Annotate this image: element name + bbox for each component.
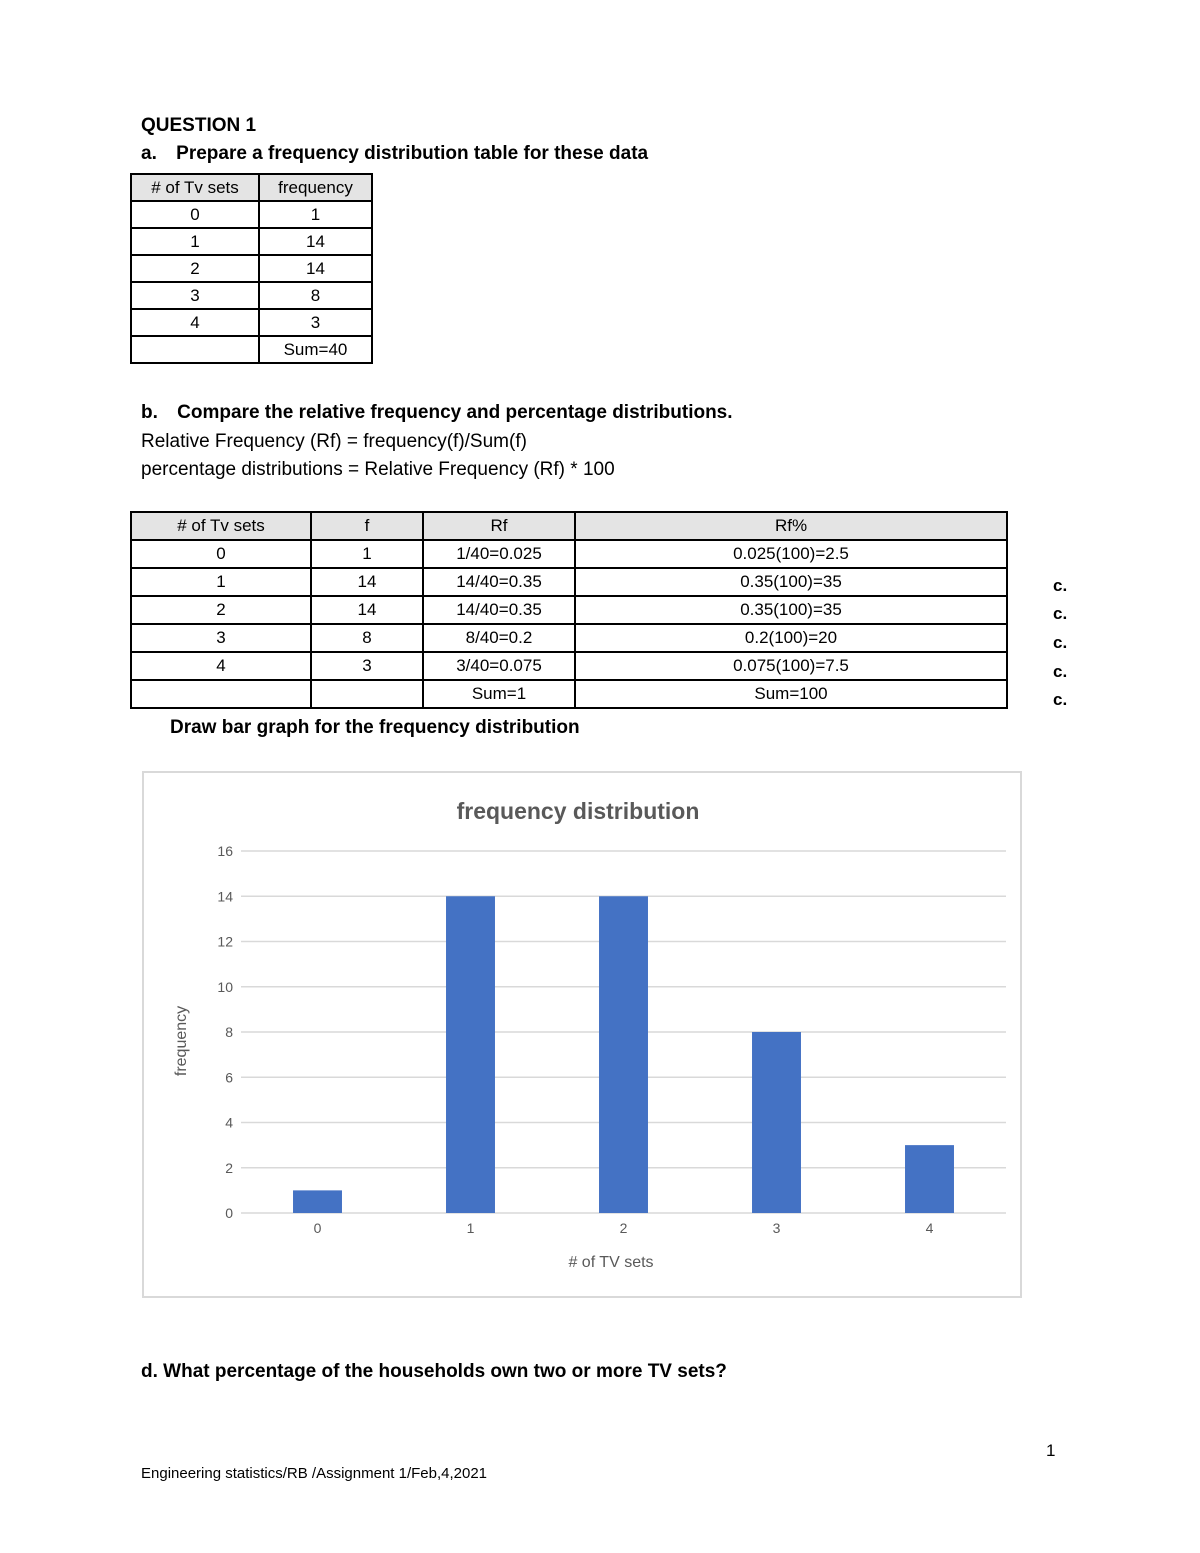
table-cell: 3 xyxy=(131,624,311,652)
table-row xyxy=(131,624,1007,652)
table-row xyxy=(131,540,1007,568)
x-tick-label: 0 xyxy=(313,1220,322,1236)
table-cell xyxy=(311,680,423,708)
table-cell: 3 xyxy=(259,309,372,336)
formula-percentage: percentage distributions = Relative Frequency (Rf) * 100 xyxy=(141,459,615,480)
table-cell: 14 xyxy=(259,228,372,255)
bar-0 xyxy=(293,1190,342,1213)
table-cell: 14 xyxy=(259,255,372,282)
table-cell: 14 xyxy=(311,568,423,596)
table-row xyxy=(131,255,372,282)
table-cell: 0.35(100)=35 xyxy=(575,596,1007,624)
table-cell: 8/40=0.2 xyxy=(423,624,575,652)
part-b-label: b. xyxy=(141,402,158,423)
x-tick-label: 1 xyxy=(466,1220,475,1236)
y-tick-label: 12 xyxy=(217,933,233,950)
table-cell: Sum=1 xyxy=(423,680,575,708)
table-row xyxy=(131,201,372,228)
table-cell: 0.35(100)=35 xyxy=(575,568,1007,596)
part-b-heading xyxy=(141,402,733,424)
chart-title: frequency distribution xyxy=(456,798,700,824)
table-cell: 2 xyxy=(131,255,259,282)
table-cell: 0.2(100)=20 xyxy=(575,624,1007,652)
table-cell: 3 xyxy=(131,282,259,309)
table-row xyxy=(131,680,1007,708)
table-row xyxy=(131,596,1007,624)
bar-chart xyxy=(144,773,1020,1296)
y-tick-label: 6 xyxy=(225,1069,233,1086)
y-tick-label: 10 xyxy=(217,978,233,995)
c-mark: c. xyxy=(1053,690,1068,709)
bar-4 xyxy=(905,1145,954,1213)
table-cell: 14/40=0.35 xyxy=(423,596,575,624)
y-tick-label: 0 xyxy=(225,1205,233,1221)
table-row xyxy=(131,336,372,363)
table-cell: 3 xyxy=(311,652,423,680)
table-row xyxy=(131,309,372,336)
formula-relative-frequency: Relative Frequency (Rf) = frequency(f)/Sum(f) xyxy=(141,431,527,452)
part-c-text: Draw bar graph for the frequency distribution xyxy=(170,717,580,738)
table-cell: 1 xyxy=(311,540,423,568)
part-d-text: d. What percentage of the households own two or more TV sets? xyxy=(141,1361,727,1382)
table-header-cell: Rf xyxy=(423,512,575,540)
part-a-text: Prepare a frequency distribution table for these data xyxy=(176,143,649,164)
table-cell: 1 xyxy=(259,201,372,228)
bar-1 xyxy=(446,896,495,1213)
y-tick-label: 16 xyxy=(217,843,233,859)
relative-frequency-table xyxy=(130,511,1008,709)
table-header-cell: Rf% xyxy=(575,512,1007,540)
x-tick-label: 3 xyxy=(772,1220,781,1236)
table-cell: 8 xyxy=(311,624,423,652)
table-header-cell: frequency xyxy=(259,174,372,201)
table-cell: Sum=40 xyxy=(259,336,372,363)
table-header-cell: # of Tv sets xyxy=(131,174,259,201)
bar-3 xyxy=(752,1032,801,1213)
c-mark: c. xyxy=(1053,662,1068,681)
table-header-cell: # of Tv sets xyxy=(131,512,311,540)
table-cell xyxy=(131,680,311,708)
table-row xyxy=(131,228,372,255)
y-tick-label: 2 xyxy=(225,1159,233,1176)
table-cell: 0.075(100)=7.5 xyxy=(575,652,1007,680)
table-cell: 0 xyxy=(131,540,311,568)
x-axis-label: # of TV sets xyxy=(568,1254,654,1271)
table-cell: 1 xyxy=(131,568,311,596)
table-cell: 4 xyxy=(131,309,259,336)
table-cell: 1/40=0.025 xyxy=(423,540,575,568)
c-mark: c. xyxy=(1053,633,1068,652)
page-number: 1 xyxy=(1046,1441,1056,1460)
chart-container xyxy=(142,771,1022,1298)
table-row xyxy=(131,652,1007,680)
table-cell: 14 xyxy=(311,596,423,624)
footer-text: Engineering statistics/RB /Assignment 1/Feb,4,2021 xyxy=(141,1465,488,1482)
c-mark: c. xyxy=(1053,604,1068,623)
table-cell: 2 xyxy=(131,596,311,624)
part-b-text: Compare the relative frequency and percentage distributions. xyxy=(177,402,733,423)
frequency-table xyxy=(130,173,373,364)
table-cell: 0.025(100)=2.5 xyxy=(575,540,1007,568)
table-cell: Sum=100 xyxy=(575,680,1007,708)
table-row xyxy=(131,568,1007,596)
y-tick-label: 8 xyxy=(225,1024,233,1040)
table-cell: 3/40=0.075 xyxy=(423,652,575,680)
table-header-cell: f xyxy=(311,512,423,540)
table-cell: 14/40=0.35 xyxy=(423,568,575,596)
y-tick-label: 14 xyxy=(217,888,233,905)
part-a-label: a. xyxy=(141,143,157,164)
table-row xyxy=(131,282,372,309)
y-tick-label: 4 xyxy=(225,1114,233,1131)
bar-2 xyxy=(599,896,648,1213)
question-title: QUESTION 1 xyxy=(141,115,257,136)
y-axis-label: frequency xyxy=(173,1005,190,1077)
table-cell: 8 xyxy=(259,282,372,309)
part-a-heading xyxy=(141,143,648,165)
table-cell xyxy=(131,336,259,363)
c-mark: c. xyxy=(1053,576,1068,595)
x-tick-label: 2 xyxy=(619,1220,628,1236)
table-cell: 1 xyxy=(131,228,259,255)
table-cell: 4 xyxy=(131,652,311,680)
table-cell: 0 xyxy=(131,201,259,228)
x-tick-label: 4 xyxy=(925,1220,934,1236)
